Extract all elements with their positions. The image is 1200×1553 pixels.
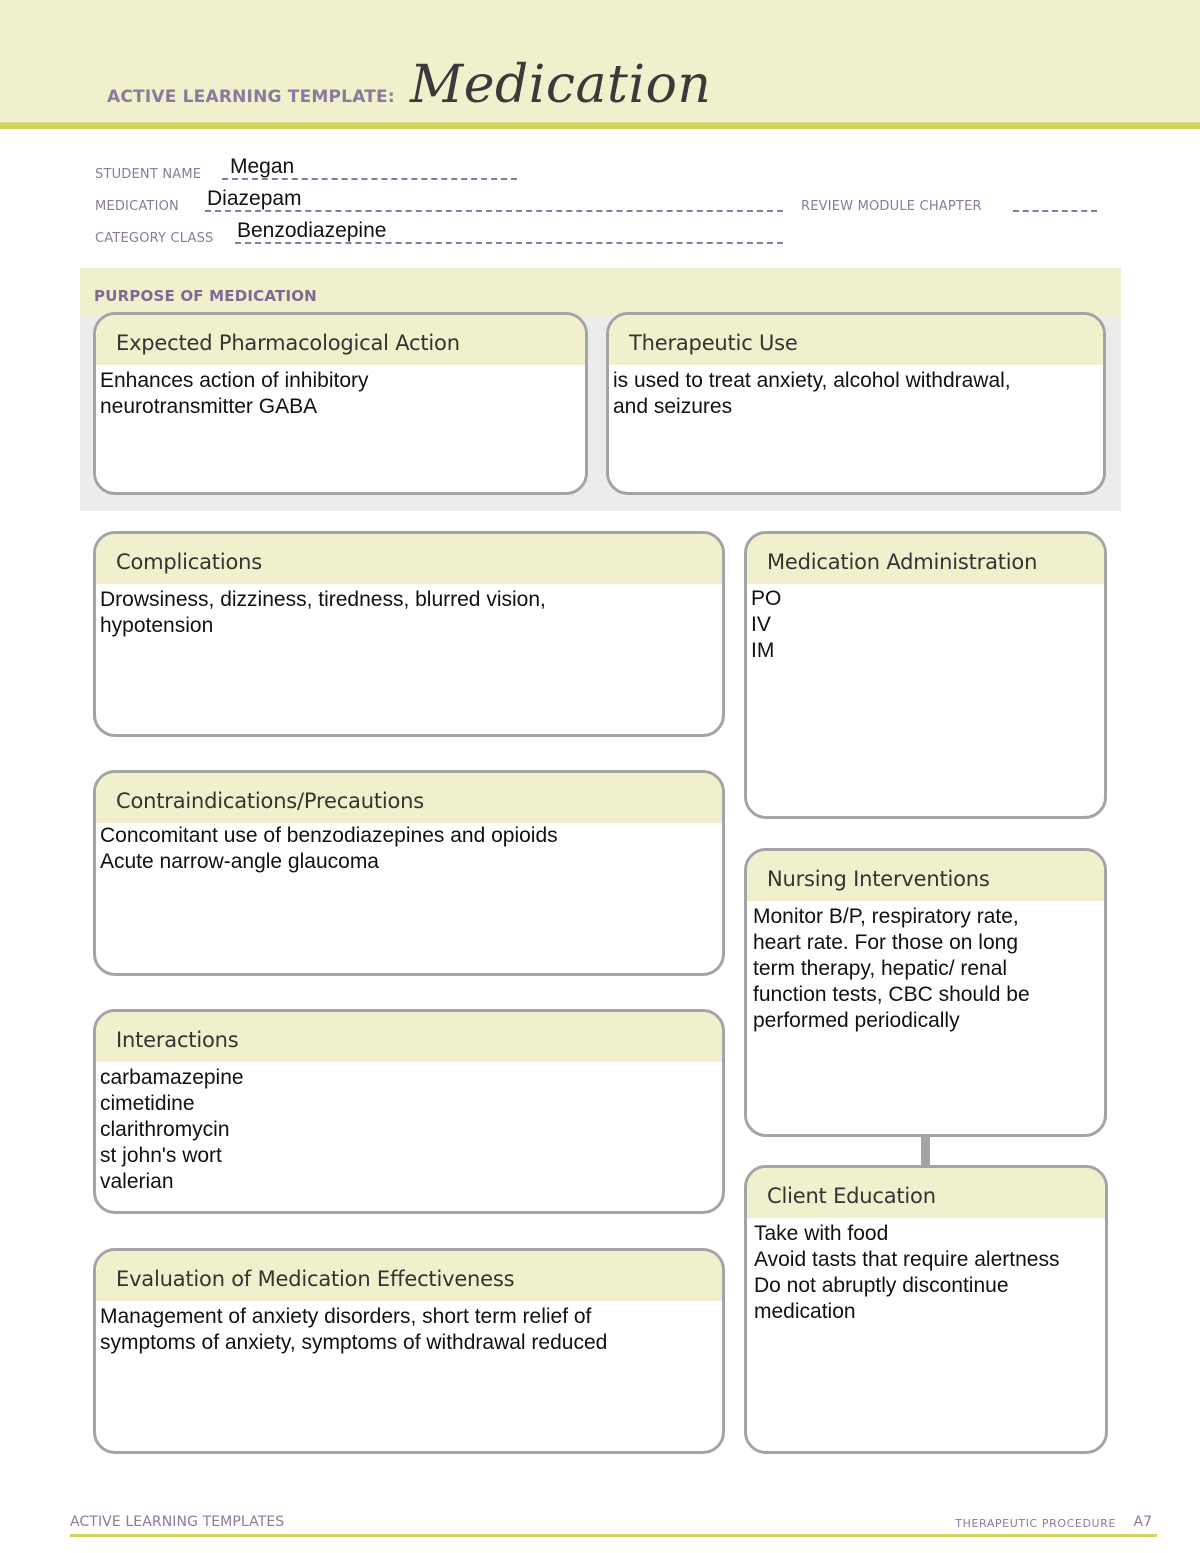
box-header bbox=[96, 1251, 722, 1301]
review-module-chapter-line bbox=[1013, 210, 1097, 212]
text-line: Do not abruptly discontinue bbox=[754, 1274, 1009, 1297]
text-line: heart rate. For those on long bbox=[753, 931, 1018, 954]
text-line: and seizures bbox=[613, 395, 733, 418]
text-line: st john's wort bbox=[100, 1144, 222, 1167]
box-header bbox=[747, 1168, 1105, 1218]
text-line: carbamazepine bbox=[100, 1066, 244, 1089]
box-header bbox=[747, 534, 1104, 584]
evaluation-text[interactable] bbox=[96, 1301, 722, 1356]
student-name-label: STUDENT NAME bbox=[95, 167, 202, 182]
category-class-input[interactable]: Benzodiazepine bbox=[237, 219, 387, 242]
box-title: Evaluation of Medication Effectiveness bbox=[116, 1267, 515, 1291]
text-line: Acute narrow-angle glaucoma bbox=[100, 850, 379, 873]
category-class-label: CATEGORY CLASS bbox=[95, 231, 214, 246]
text-line: cimetidine bbox=[100, 1092, 195, 1115]
medication-administration-text[interactable] bbox=[747, 584, 1104, 664]
text-line: Take with food bbox=[754, 1222, 889, 1245]
student-name-input[interactable]: Megan bbox=[230, 155, 295, 178]
box-header bbox=[96, 315, 585, 365]
interactions-box bbox=[93, 1009, 725, 1214]
page-title: Medication bbox=[410, 55, 712, 115]
purpose-header bbox=[80, 268, 1121, 315]
box-title: Contraindications/Precautions bbox=[116, 789, 425, 813]
evaluation-of-medication-effectiveness-box bbox=[93, 1248, 725, 1454]
text-line: valerian bbox=[100, 1170, 174, 1193]
interactions-text[interactable] bbox=[96, 1062, 722, 1195]
text-line: Monitor B/P, respiratory rate, bbox=[753, 905, 1019, 928]
footer-section-title: THERAPEUTIC PROCEDURE bbox=[955, 1517, 1116, 1530]
text-line: Avoid tasts that require alertness bbox=[754, 1248, 1060, 1271]
complications-text[interactable] bbox=[96, 584, 722, 639]
text-line: Concomitant use of benzodiazepines and opioids bbox=[100, 824, 558, 847]
contraindications-precautions-box bbox=[93, 770, 725, 976]
medication-field bbox=[95, 187, 785, 216]
medication-input[interactable]: Diazepam bbox=[207, 187, 302, 210]
review-module-chapter-field bbox=[801, 190, 1101, 216]
complications-box bbox=[93, 531, 725, 737]
medication-administration-box bbox=[744, 531, 1107, 819]
client-education-box bbox=[744, 1165, 1108, 1454]
text-line: performed periodically bbox=[753, 1009, 960, 1032]
footer-page-number: A7 bbox=[1133, 1514, 1152, 1530]
text-line: Drowsiness, dizziness, tiredness, blurred vision, bbox=[100, 588, 546, 611]
text-line: neurotransmitter GABA bbox=[100, 395, 318, 418]
review-module-chapter-label: REVIEW MODULE CHAPTER bbox=[801, 199, 982, 214]
purpose-title: PURPOSE OF MEDICATION bbox=[94, 287, 317, 305]
therapeutic-use-box bbox=[606, 312, 1106, 495]
expected-action-text[interactable] bbox=[96, 365, 585, 420]
box-header bbox=[609, 315, 1103, 365]
client-education-text[interactable] bbox=[747, 1218, 1105, 1325]
box-title: Nursing Interventions bbox=[767, 867, 990, 891]
text-line: term therapy, hepatic/ renal bbox=[753, 957, 1008, 980]
footer-series-title: ACTIVE LEARNING TEMPLATES bbox=[70, 1514, 285, 1530]
medication-label: MEDICATION bbox=[95, 199, 179, 214]
box-header bbox=[96, 534, 722, 584]
box-connector bbox=[921, 1134, 930, 1166]
box-header bbox=[96, 773, 722, 823]
text-line: Enhances action of inhibitory bbox=[100, 369, 369, 392]
box-header bbox=[96, 1012, 722, 1062]
expected-pharmacological-action-box bbox=[93, 312, 588, 495]
box-title: Complications bbox=[116, 550, 262, 574]
box-title: Interactions bbox=[116, 1028, 239, 1052]
footer-rule bbox=[70, 1534, 1157, 1537]
header-rule bbox=[0, 122, 1200, 129]
text-line: symptoms of anxiety, symptoms of withdrawal reduced bbox=[100, 1331, 608, 1354]
text-line: medication bbox=[754, 1300, 856, 1323]
box-header bbox=[747, 851, 1104, 901]
text-line: clarithromycin bbox=[100, 1118, 230, 1141]
text-line: IV bbox=[751, 613, 771, 636]
therapeutic-use-text[interactable] bbox=[609, 365, 1103, 420]
box-title: Client Education bbox=[767, 1184, 936, 1208]
box-title: Medication Administration bbox=[767, 550, 1038, 574]
template-label: ACTIVE LEARNING TEMPLATE: bbox=[107, 87, 395, 107]
box-title: Therapeutic Use bbox=[629, 331, 798, 355]
text-line: hypotension bbox=[100, 614, 214, 637]
student-name-field bbox=[95, 155, 520, 184]
text-line: function tests, CBC should be bbox=[753, 983, 1030, 1006]
box-title: Expected Pharmacological Action bbox=[116, 331, 460, 355]
text-line: is used to treat anxiety, alcohol withdrawal, bbox=[613, 369, 1011, 392]
contraindications-text[interactable] bbox=[96, 823, 722, 875]
text-line: PO bbox=[751, 587, 782, 610]
nursing-interventions-box bbox=[744, 848, 1107, 1137]
text-line: IM bbox=[751, 639, 775, 662]
category-class-field bbox=[95, 219, 785, 248]
text-line: Management of anxiety disorders, short term relief of bbox=[100, 1305, 592, 1328]
nursing-interventions-text[interactable] bbox=[747, 901, 1104, 1034]
